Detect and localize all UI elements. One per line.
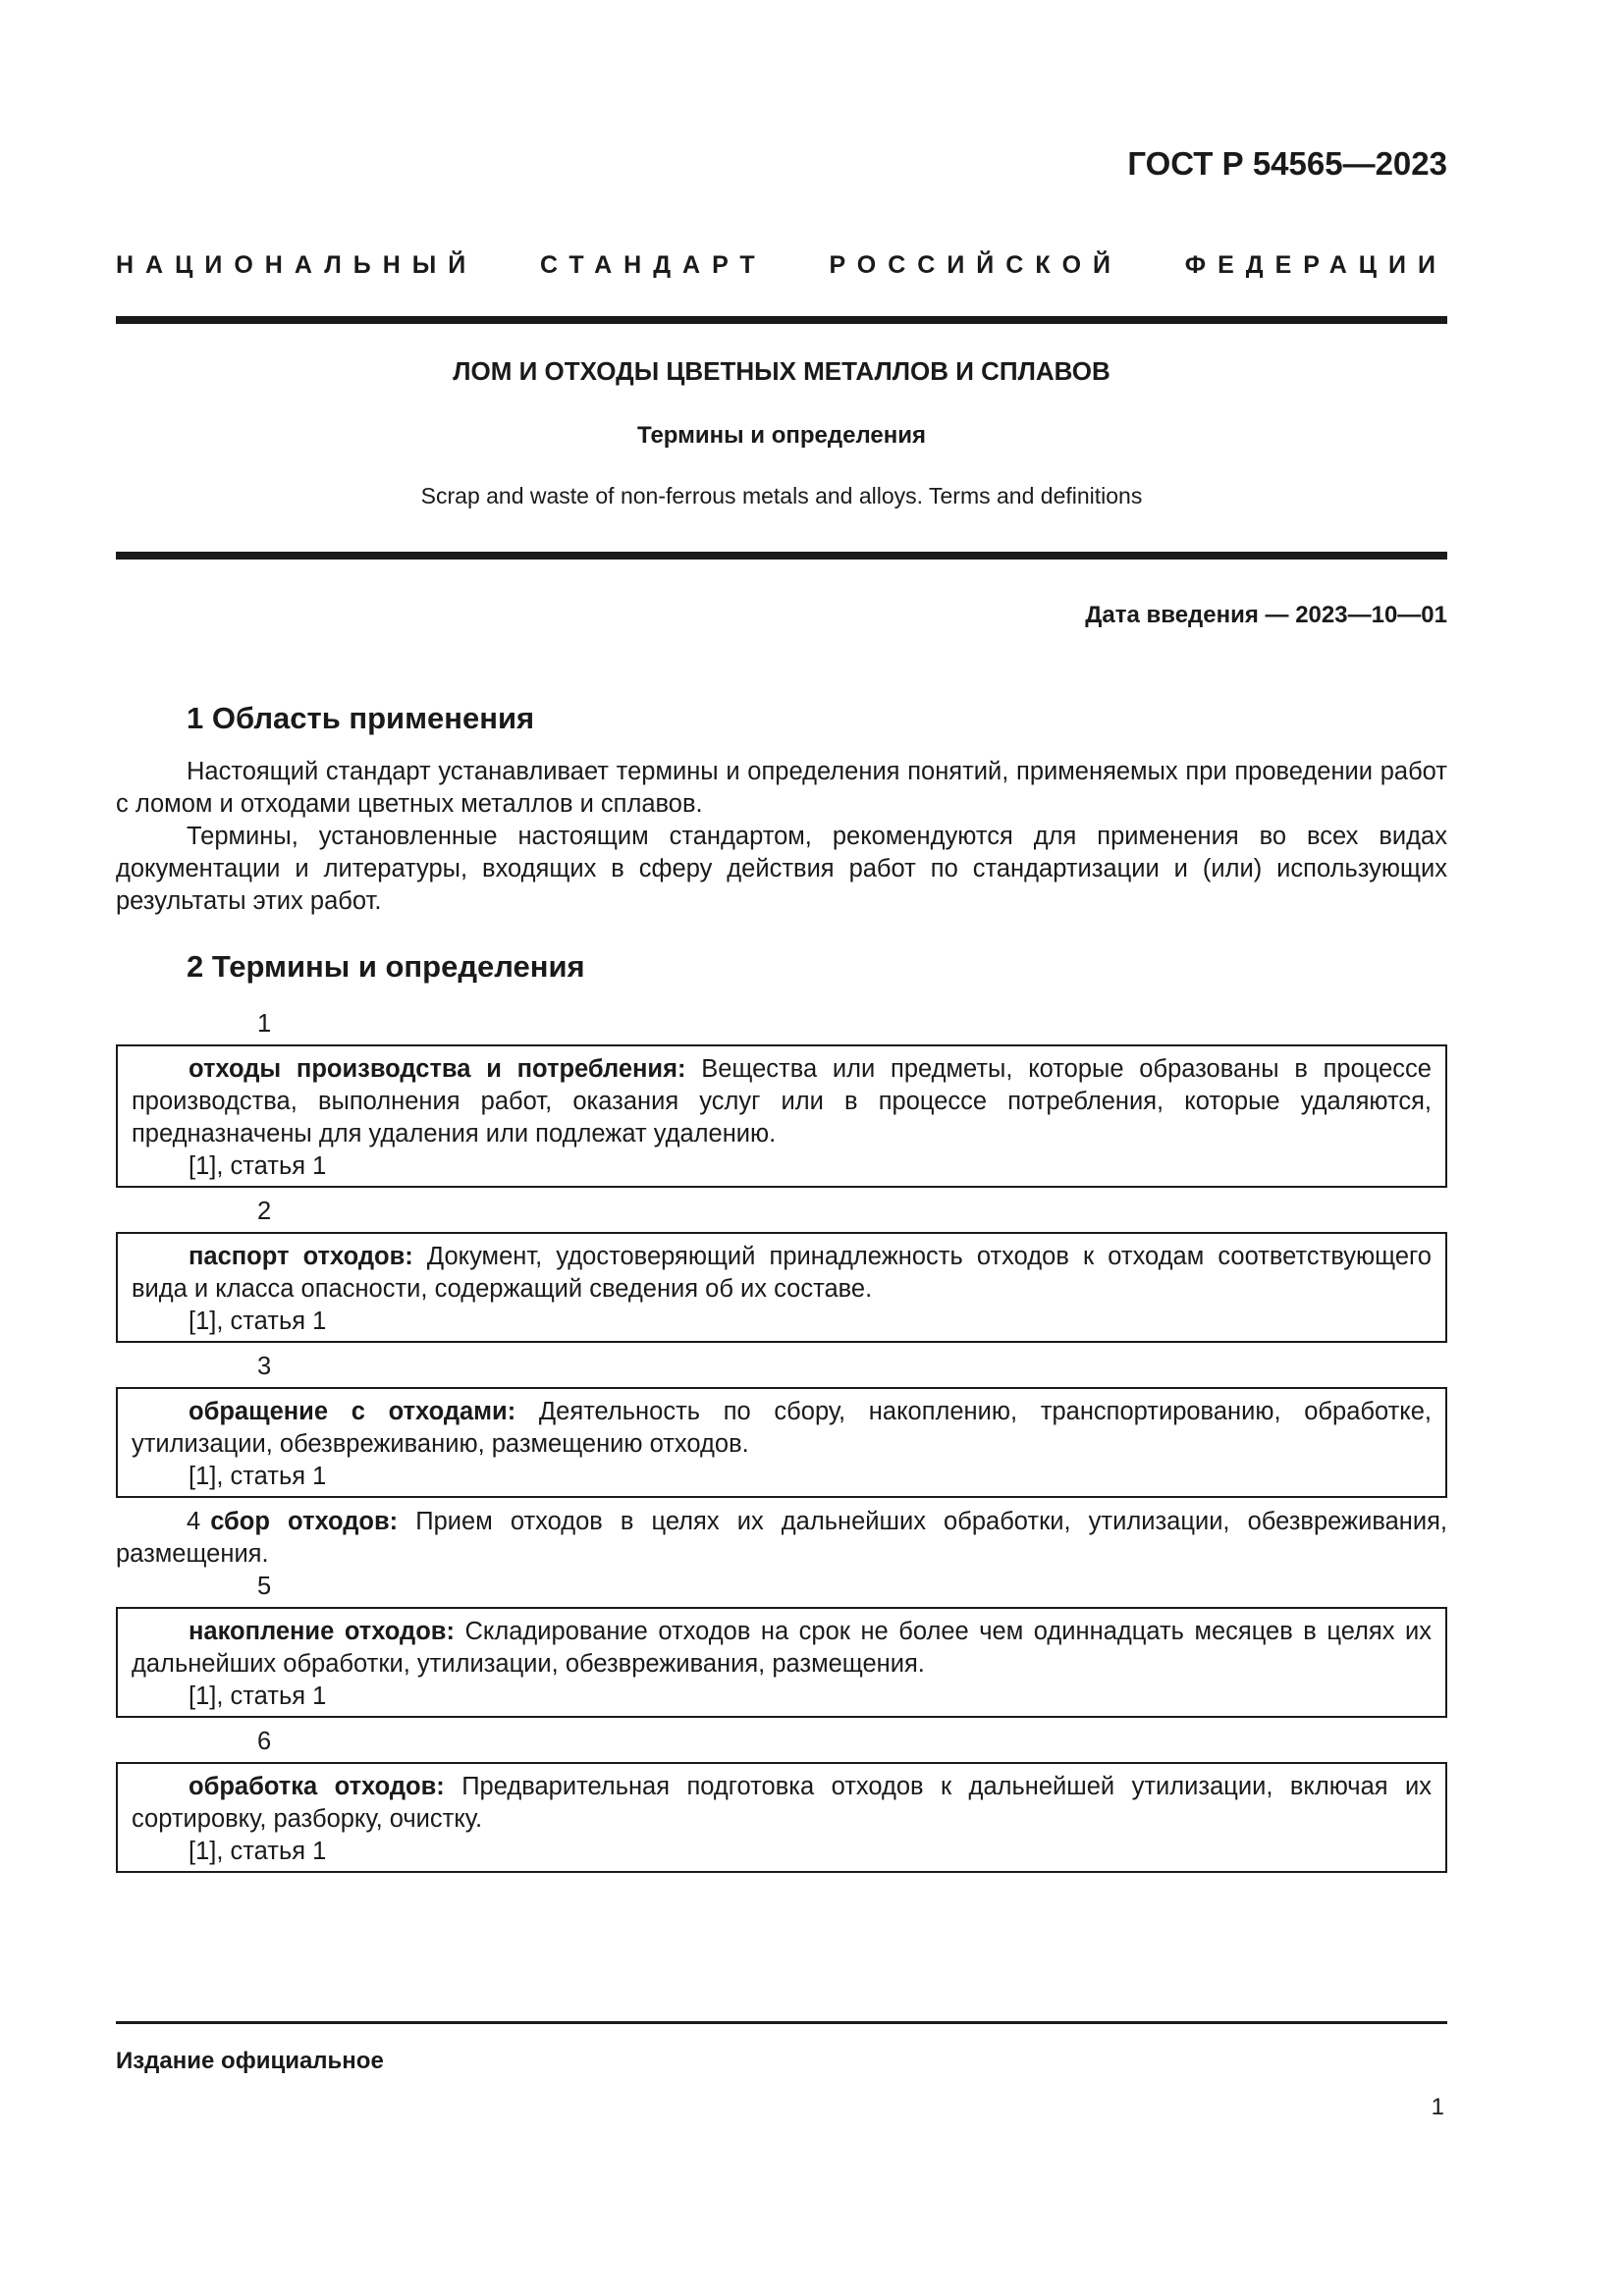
term-name: отходы производства и потребления: [189, 1055, 686, 1083]
term-entry-box [116, 1762, 1447, 1873]
term-definition [132, 1053, 1432, 1150]
term-entry-box [116, 1607, 1447, 1718]
definition-text: Вещества или предметы, которые образованы в процессе производства, выполнения работ, оказания услуг или в процессе потребления, которые удаляются, предназначены для удаления или подлежат удалению. [132, 1055, 1432, 1148]
section-1-paragraph: Настоящий стандарт устанавливает термины и определения понятий, применяемых при проведении работ с ломом и отходами цветных металлов и сплавов. [116, 758, 1447, 818]
term-name: обращение с отходами: [189, 1398, 516, 1425]
section-1-heading: 1 Область применения [187, 701, 535, 735]
section-1-paragraph: Термины, установленные настоящим стандартом, рекомендуются для применения во всех видах документации и литературы, входящих в сферу действия работ по стандартизации и (или) использующих результаты этих работ. [116, 823, 1447, 915]
term-definition [132, 1396, 1432, 1461]
term-source: [1], статья 1 [189, 1463, 327, 1490]
definition-text: Деятельность по сбору, накоплению, транспортированию, обработке, утилизации, обезвреживанию, размещению отходов. [132, 1398, 1432, 1458]
definition-text: Складирование отходов на срок не более чем одиннадцать месяцев в целях их дальнейших обработки, утилизации, обезвреживания, размещения. [132, 1618, 1432, 1678]
term-source: [1], статья 1 [189, 1682, 327, 1710]
top-rule [116, 316, 1447, 324]
document-title: ЛОМ И ОТХОДЫ ЦВЕТНЫХ МЕТАЛЛОВ И СПЛАВОВ [453, 356, 1110, 386]
page-number: 1 [1431, 2094, 1444, 2120]
term-number: 4 [187, 1508, 201, 1535]
term-name: сбор отходов: [210, 1508, 399, 1535]
term-source: [1], статья 1 [189, 1152, 327, 1180]
term-source: [1], статья 1 [189, 1838, 327, 1865]
document-subtitle: Термины и определения [636, 422, 927, 449]
term-number: 6 [257, 1728, 272, 1755]
term-name: паспорт отходов: [189, 1243, 413, 1270]
term-number: 2 [257, 1198, 272, 1225]
section-1-body [116, 756, 1447, 918]
definition-text: Предварительная подготовка отходов к дальнейшей утилизации, включая их сортировку, разборку, очистку. [132, 1773, 1432, 1833]
definition-text: Документ, удостоверяющий принадлежность отходов к отходам соответствующего вида и класса опасности, содержащий сведения об их составе. [132, 1243, 1432, 1303]
definition-text: Прием отходов в целях их дальнейших обработки, утилизации, обезвреживания, размещения. [116, 1508, 1448, 1568]
term-number: 3 [257, 1353, 272, 1380]
footer-rule [116, 2021, 1447, 2024]
section-2-heading: 2 Термины и определения [187, 949, 585, 984]
term-number: 1 [257, 1010, 272, 1038]
english-title: Scrap and waste of non-ferrous metals and alloys. Terms and definitions [420, 483, 1143, 508]
introduction-date: Дата введения — 2023—10—01 [1085, 602, 1447, 628]
term-entry-plain [116, 1506, 1447, 1571]
term-definition [132, 1616, 1432, 1681]
official-edition-label: Издание официальное [116, 2048, 384, 2074]
term-definition [132, 1241, 1432, 1306]
document-number: ГОСТ Р 54565—2023 [1127, 145, 1447, 182]
term-entry-box [116, 1232, 1447, 1343]
term-name: накопление отходов: [189, 1618, 455, 1645]
title-bottom-rule [116, 552, 1447, 560]
term-entry-box [116, 1044, 1447, 1188]
term-source: [1], статья 1 [189, 1308, 327, 1335]
term-number: 5 [257, 1573, 272, 1600]
national-standard-banner: НАЦИОНАЛЬНЫЙ СТАНДАРТ РОССИЙСКОЙ ФЕДЕРАЦИИ [116, 251, 1447, 279]
term-name: обработка отходов: [189, 1773, 445, 1800]
document-body [116, 699, 1447, 1881]
term-entry-box [116, 1387, 1447, 1498]
term-definition [132, 1771, 1432, 1836]
